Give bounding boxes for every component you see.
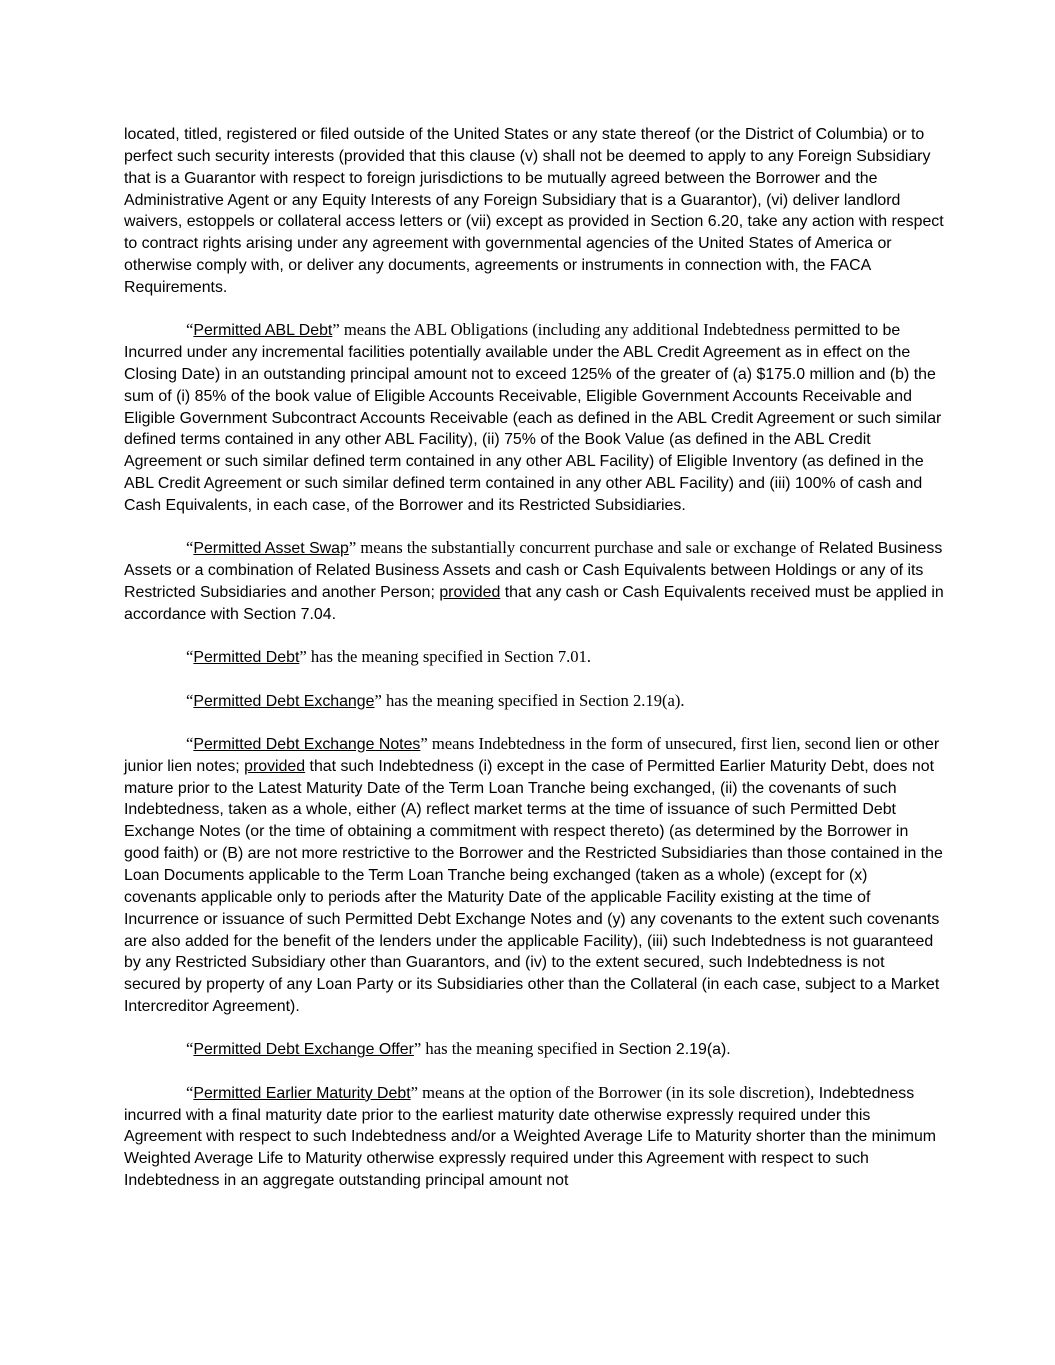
definition-permitted-abl-debt xyxy=(124,319,944,517)
definition-permitted-debt-exchange-notes xyxy=(124,733,944,1018)
definition-lead: ” has the meaning specified in Section 2.19(a). xyxy=(374,690,685,710)
open-quote: “ xyxy=(186,733,194,753)
definition-lead: ” means at the option of the Borrower (in its sole discretion), xyxy=(410,1082,815,1102)
defined-term: Permitted Earlier Maturity Debt xyxy=(193,1084,411,1102)
definition-body: Indebtedness incurred with a final maturity date prior to the earliest maturity date otherwise expressly required under this Agreement with respect to such Indebtedness and/or a Weighted Average Life to Maturity shorter than the minimum Weighted Average Life to Maturity otherwise expressly required under this Agreement with respect to such Indebtedness in an aggregate outstanding principal amount not xyxy=(124,1084,937,1190)
defined-term: Permitted Asset Swap xyxy=(193,540,349,558)
paragraph-text: located, titled, registered or filed outside of the United States or any state thereof (or the District of Columbia) or to perfect such security interests (provided that this clause (v) shall not be deemed to apply to any Foreign Subsidiary that is a Guarantor with respect to foreign jurisdictions to be mutually agreed between the Borrower and the Administrative Agent or any Equity Interests of any Foreign Subsidiary that is a Guarantor), (vi) deliver landlord waivers, estoppels or collateral access letters or (vii) except as provided in Section 6.20, take any action with respect to contract rights arising under any agreement with governmental agencies of the United States of America or otherwise comply with, or deliver any documents, agreements or instruments in connection with, the FACA Requirements. xyxy=(124,126,944,296)
definition-lead-tail: Section 2.19(a). xyxy=(618,1041,731,1059)
defined-term: Permitted Debt xyxy=(193,649,300,667)
definition-permitted-debt xyxy=(124,646,944,669)
open-quote: “ xyxy=(186,647,194,667)
defined-term: Permitted Debt Exchange Offer xyxy=(193,1041,414,1059)
open-quote: “ xyxy=(186,1039,194,1059)
definition-lead: ” has the meaning specified in xyxy=(413,1039,619,1059)
definition-permitted-earlier-maturity-debt xyxy=(124,1082,944,1192)
definition-permitted-asset-swap xyxy=(124,537,944,625)
document-page xyxy=(124,124,944,1212)
defined-term: Permitted Debt Exchange xyxy=(193,692,375,710)
definition-body-cont: that any cash or Cash Equivalents received must be applied in accordance with Section 7.04. xyxy=(124,584,944,623)
open-quote: “ xyxy=(186,320,194,340)
definition-lead: ” means the substantially concurrent purchase and sale or exchange of xyxy=(348,538,815,558)
definition-body: lien or other junior lien notes; xyxy=(124,735,940,775)
open-quote: “ xyxy=(186,538,194,558)
definition-lead: ” means Indebtedness in the form of unsecured, first lien, second xyxy=(420,733,851,753)
definition-body-cont: that such Indebtedness (i) except in the case of Permitted Earlier Maturity Debt, does not mature prior to the Latest Maturity Date of the Term Loan Tranche being exchanged, (ii) the covenants of such Indebtedness, taken as a whole, either (A) reflect market terms at the time of issuance of such Permitted Debt Exchange Notes (or the time of obtaining a commitment with respect thereto) (as determined by the Borrower in good faith) or (B) are not more restrictive to the Borrower and the Restricted Subsidiaries than those contained in the Loan Documents applicable to the Term Loan Tranche being exchanged (taken as a whole) (except for (x) covenants applicable only to periods after the Maturity Date of the applicable Facility existing at the time of Incurrence or issuance of such Permitted Debt Exchange Notes and (y) any covenants to the extent such covenants are also added for the benefit of the lenders under the applicable Facility), (iii) such Indebtedness is not guaranteed by any Restricted Subsidiary other than Guarantors, and (iv) to the extent secured, such Indebtedness is not secured by property of any Loan Party or its Subsidiaries other than the Collateral (in each case, subject to a Market Intercreditor Agreement). xyxy=(124,757,943,1016)
open-quote: “ xyxy=(186,1082,194,1102)
provided-term: provided xyxy=(244,757,306,775)
open-quote: “ xyxy=(186,690,194,710)
definition-lead: ” has the meaning specified in Section 7.01. xyxy=(299,647,592,667)
defined-term: Permitted Debt Exchange Notes xyxy=(193,735,421,753)
definition-lead: ” means the ABL Obligations (including any additional Indebtedness xyxy=(332,320,790,340)
defined-term: Permitted ABL Debt xyxy=(193,322,333,340)
definition-permitted-debt-exchange-offer xyxy=(124,1038,944,1061)
definition-permitted-debt-exchange xyxy=(124,690,944,713)
provided-term: provided xyxy=(439,584,501,602)
definition-body: Related Business Assets or a combination of Related Business Assets and cash or Cash Equivalents between Holdings or any of its Restricted Subsidiaries and another Person; xyxy=(124,540,943,602)
paragraph-continuation xyxy=(124,124,944,299)
definition-body: permitted to be Incurred under any incremental facilities potentially available under the ABL Credit Agreement as in effect on the Closing Date) in an outstanding principal amount not to exceed 125% of the greater of (a) $175.0 million and (b) the sum of (i) 85% of the book value of Eligible Accounts Receivable, Eligible Government Accounts Receivable and Eligible Government Subcontract Accounts Receivable (each as defined in the ABL Credit Agreement or such similar defined terms contained in any other ABL Facility), (ii) 75% of the Book Value (as defined in the ABL Credit Agreement or such similar defined term contained in any other ABL Facility) of Eligible Inventory (as defined in the ABL Credit Agreement or such similar defined term contained in any other ABL Facility) and (iii) 100% of cash and Cash Equivalents, in each case, of the Borrower and its Restricted Subsidiaries. xyxy=(124,322,942,514)
